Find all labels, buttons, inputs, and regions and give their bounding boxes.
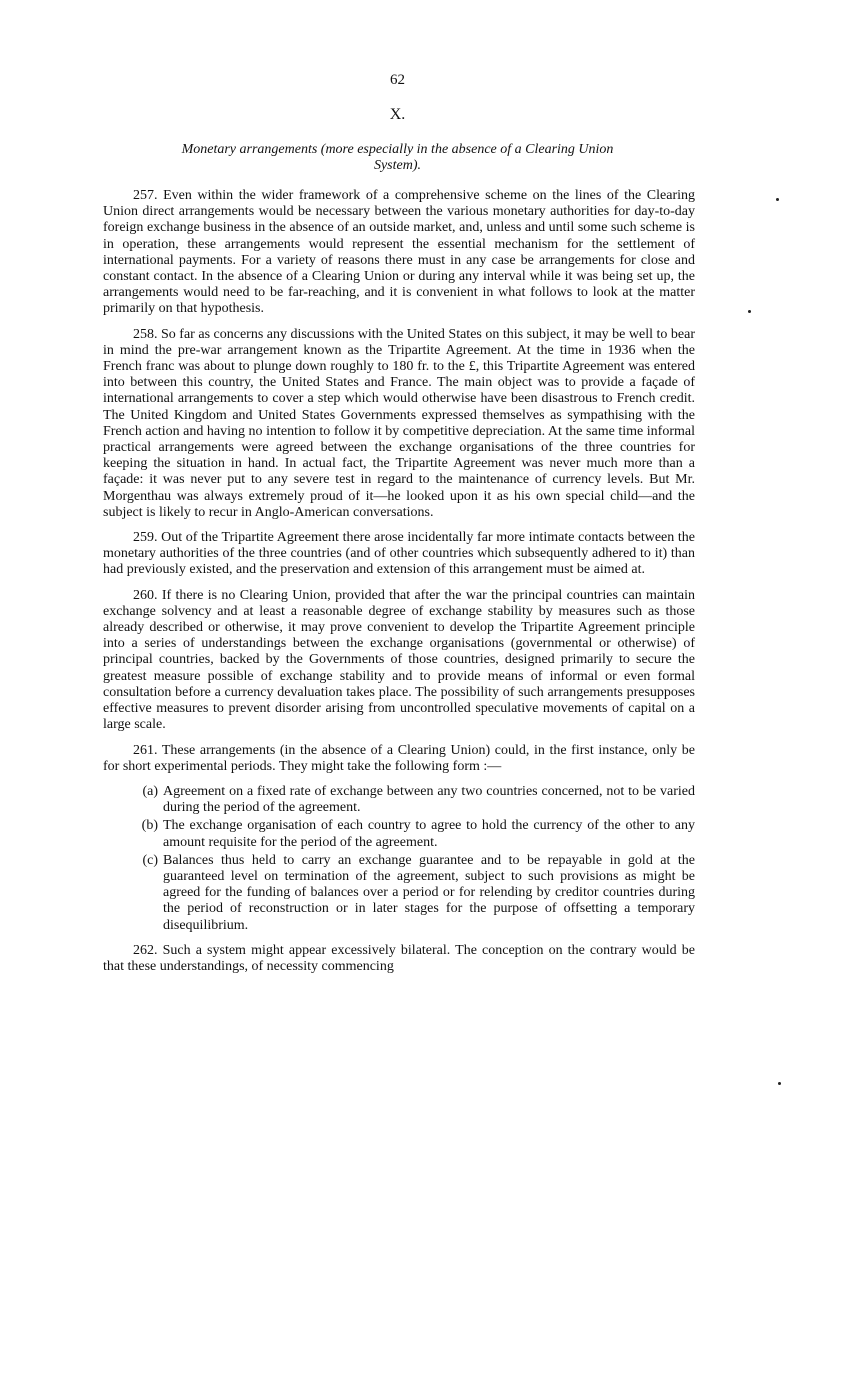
paragraph-261: 261. These arrangements (in the absence of a Clearing Union) could, in the first instance, only be for short experimental periods. They might take the following form :—: [103, 742, 695, 774]
section-number: X.: [389, 106, 406, 123]
section-title: Monetary arrangements (more especially in the absence of a Clearing Union System).: [181, 142, 614, 173]
paragraph-262: 262. Such a system might appear excessively bilateral. The conception on the contrary would be that these understandings, of necessity commencing: [103, 942, 695, 974]
list-item-text: Balances thus held to carry an exchange guarantee and to be repayable in gold at the guaranteed level on termination of the agreement, subject to such provisions as might be agreed for the funding of balances over a period or for relending by creditor countries during the period of reconstruction or in later stages for the purpose of offsetting a temporary disequilibrium.: [163, 852, 695, 933]
scan-speck: [748, 310, 751, 313]
arrangement-list: [103, 784, 695, 934]
paragraph-258: 258. So far as concerns any discussions with the United States on this subject, it may be well to bear in mind the pre-war arrangement known as the Tripartite Agreement. At the time in 1936 when the French franc was about to plunge down roughly to 180 fr. to the £, this Tripartite Agreement was entered into between this country, the United States and France. The main object was to provide a façade of international arrangements to cover a step which would otherwise have been disastrous to French credit. The United Kingdom and United States Governments expressed themselves as sympathising with the French action and having no intention to follow it by competitive depreciation. At the same time informal practical arrangements were agreed between the exchange organisations of the three countries for keeping the situation in hand. In actual fact, the Tripartite Agreement was never much more than a façade: it was never put to any severe test in regard to the maintenance of currency levels. But Mr. Morgenthau was always extremely proud of it—he looked upon it as his own special child—and the subject is likely to recur in Anglo-American conversations.: [103, 326, 695, 520]
list-item-text: Agreement on a fixed rate of exchange between any two countries concerned, not to be varied during the period of the agreement.: [163, 783, 695, 816]
list-item-label: (c): [142, 852, 158, 868]
list-item: [103, 853, 695, 934]
list-item-label: (a): [142, 783, 158, 799]
paragraph-259: 259. Out of the Tripartite Agreement there arose incidentally far more intimate contacts between the monetary authorities of the three countries (and of other countries which subsequently adhered to it) than had previously existed, and the preservation and extension of this arrangement must be aimed at.: [103, 530, 695, 578]
list-item-label: (b): [141, 818, 158, 834]
list-item: [103, 784, 695, 816]
document-body: [103, 188, 695, 984]
list-item: [103, 818, 695, 850]
paragraph-260: 260. If there is no Clearing Union, provided that after the war the principal countries can maintain exchange solvency and at least a reasonable degree of exchange stability by measures such as those already described or otherwise, it may prove convenient to develop the Tripartite Agreement principle into a series of understandings between the exchange organisations (governmental or otherwise) of principal countries, backed by the Governments of those countries, designed primarily to secure the greatest measure possible of exchange stability and to provide means of informal or even formal consultation before a currency devaluation takes place. The possibility of such arrangements presupposes effective measures to prevent disorder arising from uncontrolled speculative movements of capital on a large scale.: [103, 587, 695, 733]
page-number: 62: [390, 72, 405, 88]
scan-speck: [778, 1082, 781, 1085]
scan-speck: [776, 198, 779, 201]
list-item-text: The exchange organisation of each country to agree to hold the currency of the other to any amount requisite for the period of the agreement.: [163, 818, 695, 850]
paragraph-257: 257. Even within the wider framework of a comprehensive scheme on the lines of the Clearing Union direct arrangements would be necessary between the various monetary authorities for day-to-day foreign exchange business in the absence of an outside market, and, unless and until some such scheme is in operation, these arrangements would represent the essential mechanism for the settlement of international payments. For a variety of reasons there must in any case be arrangements for close and constant contact. In the absence of a Clearing Union or during any interval while it was being set up, the arrangements would need to be far-reaching, and it is convenient in what follows to look at the matter primarily on that hypothesis.: [103, 188, 695, 317]
